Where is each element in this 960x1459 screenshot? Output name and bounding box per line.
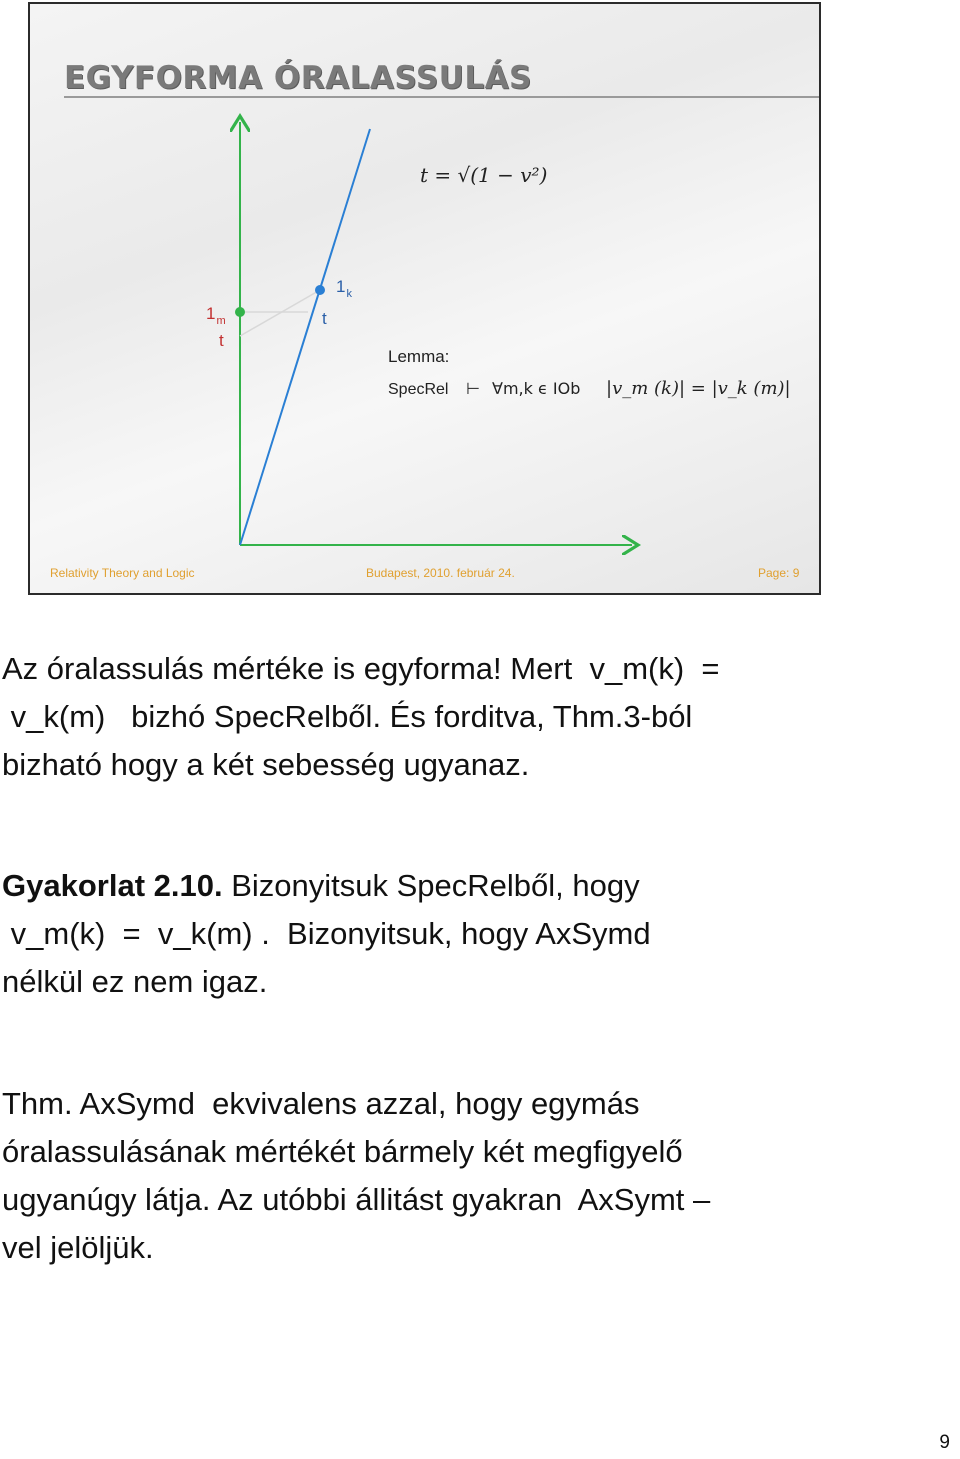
lemma-turnstile: ⊢ — [466, 379, 480, 398]
paragraph-2-text: Bizonyitsuk SpecRelből, hogy v_m(k) = v_k(m) . Bizonyitsuk, hogy AxSymd nélkül ez nem igaz. — [2, 868, 651, 999]
paragraph-1-text: Az óralassulás mértéke is egyforma! Mert v_m(k) = v_k(m) bizhó SpecRelből. És forditva, Thm.3-ból bizható hogy a két sebesség ugyanaz. — [2, 651, 720, 782]
page-number: 9 — [939, 1432, 950, 1453]
label-t-left: t — [219, 331, 224, 350]
label-1m: $1_m$ — [206, 304, 226, 327]
slide-title: EGYFORMA ÓRALASSULÁS — [64, 60, 532, 96]
lemma-forall: ∀m,k ϵ IOb — [492, 379, 581, 398]
point-1k — [315, 285, 325, 295]
footer-middle: Budapest, 2010. február 24. — [366, 566, 515, 580]
paragraph-3 — [2, 1080, 942, 1272]
footer-left: Relativity Theory and Logic — [50, 566, 195, 580]
paragraph-3-text: Thm. AxSymd ekvivalens azzal, hogy egymás óralassulásának mértékét bármely két megfigyelő ugyanúgy látja. Az utóbbi állitást gyakran AxSymt – vel jelöljük. — [2, 1086, 711, 1265]
lemma-heading: Lemma: — [388, 347, 450, 366]
label-1k: $1_k$ — [336, 277, 352, 300]
formula: t = √(1 − v²) — [420, 163, 548, 187]
paragraph-1 — [2, 645, 942, 789]
exercise-label: Gyakorlat 2.10. — [2, 868, 223, 903]
footer-page: Page: 9 — [758, 566, 800, 580]
spacetime-diagram — [30, 4, 819, 593]
slide-image — [28, 2, 821, 595]
worldline-k — [240, 129, 370, 545]
point-1m — [235, 307, 245, 317]
paragraph-2 — [2, 862, 942, 1006]
label-t-right: t — [322, 309, 327, 328]
lemma-specrel: SpecRel — [388, 381, 449, 398]
lemma-equation: |v_m (k)| = |v_k (m)| — [606, 378, 791, 399]
